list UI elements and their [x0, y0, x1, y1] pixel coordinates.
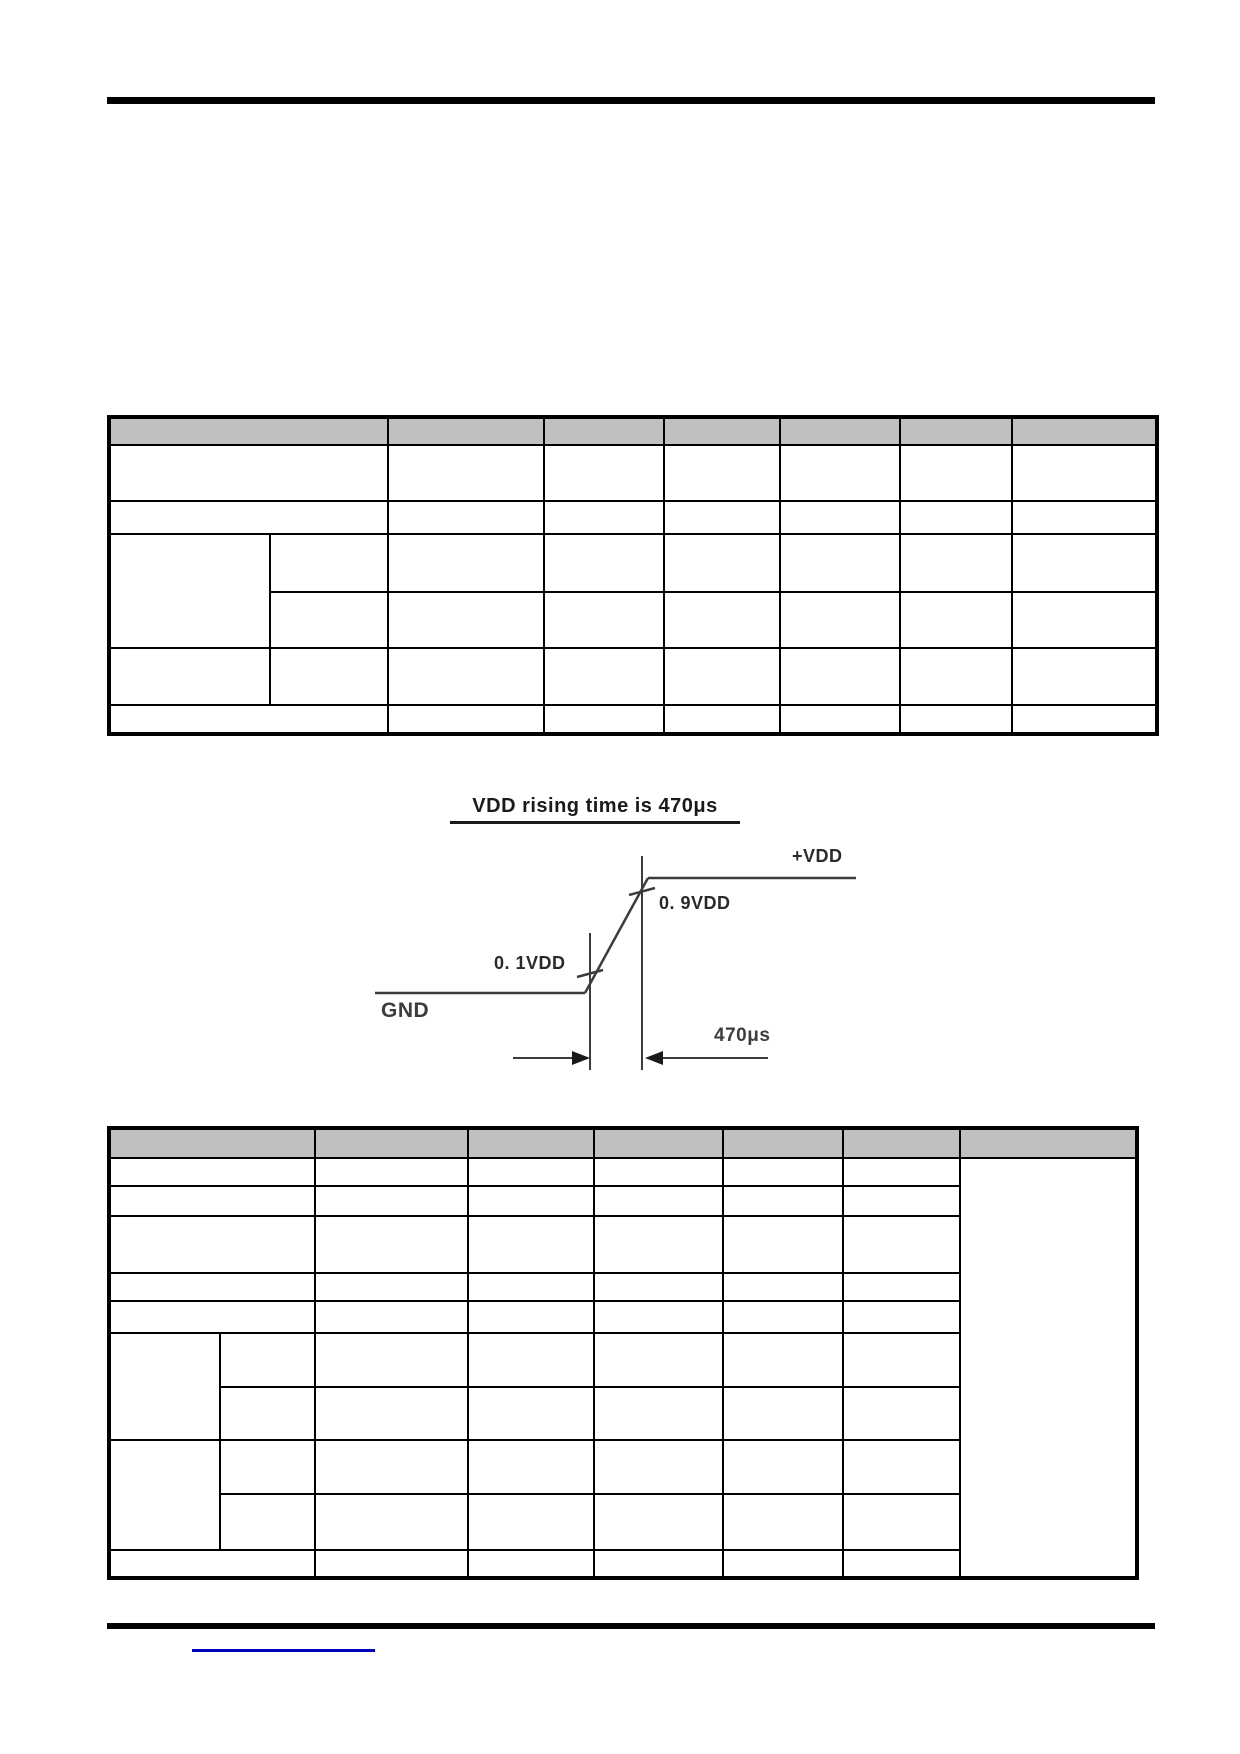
dim-arrowhead-left-pointing	[645, 1051, 663, 1065]
top-rule	[107, 97, 1155, 104]
table-cell	[843, 1494, 960, 1550]
table-cell	[468, 1158, 594, 1186]
table-cell	[594, 1440, 723, 1494]
table-cell	[594, 1158, 723, 1186]
table-cell	[723, 1387, 843, 1440]
table-cell	[664, 501, 780, 534]
table-cell	[544, 501, 664, 534]
table-cell	[594, 1494, 723, 1550]
table-cell	[388, 501, 544, 534]
table-cell	[220, 1387, 315, 1440]
table-cell	[388, 648, 544, 705]
table-cell	[723, 1301, 843, 1333]
table-row	[109, 705, 1157, 734]
gnd-label: GND	[381, 999, 430, 1022]
table-cell	[544, 445, 664, 501]
table-cell	[468, 1273, 594, 1301]
table-cell	[843, 1216, 960, 1273]
lower-table	[107, 1126, 1139, 1580]
table-cell	[315, 1333, 468, 1387]
table-cell	[843, 1333, 960, 1387]
table-cell	[109, 1273, 315, 1301]
table-cell	[723, 1440, 843, 1494]
table-row	[109, 648, 1157, 705]
ramp-line	[585, 878, 648, 993]
table-cell	[220, 1494, 315, 1550]
table-cell	[544, 592, 664, 648]
header-cell	[1012, 417, 1157, 445]
table-cell	[723, 1494, 843, 1550]
table-cell	[315, 1273, 468, 1301]
table-cell	[468, 1216, 594, 1273]
table-cell	[315, 1387, 468, 1440]
table-cell	[664, 705, 780, 734]
table-cell	[109, 1550, 315, 1578]
table-cell	[594, 1333, 723, 1387]
merged-subcolumn-cell	[109, 1440, 220, 1550]
v10-label: 0. 1VDD	[494, 953, 566, 973]
table-cell	[900, 648, 1012, 705]
table-cell	[723, 1186, 843, 1216]
table-cell	[109, 648, 270, 705]
table-cell	[220, 1333, 315, 1387]
table-cell	[664, 592, 780, 648]
header-cell	[388, 417, 544, 445]
table-cell	[1012, 705, 1157, 734]
header-cell	[780, 417, 900, 445]
table-cell	[315, 1301, 468, 1333]
header-cell	[664, 417, 780, 445]
table-cell	[270, 592, 388, 648]
table-cell	[780, 592, 900, 648]
table-cell	[723, 1333, 843, 1387]
table-cell	[900, 534, 1012, 592]
table-cell	[388, 445, 544, 501]
table-cell	[468, 1550, 594, 1578]
table-cell	[594, 1301, 723, 1333]
table-cell	[468, 1333, 594, 1387]
table-cell	[594, 1550, 723, 1578]
table-cell	[1012, 534, 1157, 592]
table-cell	[843, 1301, 960, 1333]
table-cell	[780, 648, 900, 705]
header-cell	[960, 1128, 1137, 1158]
table-cell	[544, 648, 664, 705]
table-cell	[664, 534, 780, 592]
table-cell	[109, 1216, 315, 1273]
table-cell	[843, 1158, 960, 1186]
table-cell	[388, 534, 544, 592]
table-cell	[594, 1387, 723, 1440]
table-cell	[270, 648, 388, 705]
table-cell	[843, 1387, 960, 1440]
rise-time-label: 470μs	[714, 1025, 771, 1046]
table-cell	[723, 1273, 843, 1301]
table-cell	[544, 534, 664, 592]
table-cell	[843, 1550, 960, 1578]
table-cell	[843, 1273, 960, 1301]
header-cell	[594, 1128, 723, 1158]
table-cell	[109, 1158, 315, 1186]
bottom-rule	[107, 1623, 1155, 1629]
header-cell	[723, 1128, 843, 1158]
table-cell	[468, 1387, 594, 1440]
table-row	[109, 534, 1157, 592]
table-cell	[109, 501, 388, 534]
table-cell	[109, 1301, 315, 1333]
header-cell	[109, 1128, 315, 1158]
table-cell	[780, 445, 900, 501]
dim-arrowhead-right-pointing	[572, 1051, 590, 1065]
table-cell	[315, 1550, 468, 1578]
table-cell	[315, 1440, 468, 1494]
table-row	[109, 501, 1157, 534]
table-cell	[594, 1186, 723, 1216]
table-cell	[315, 1186, 468, 1216]
merged-subcolumn-cell	[109, 1333, 220, 1440]
table-cell	[315, 1494, 468, 1550]
table-cell	[220, 1440, 315, 1494]
table-cell	[900, 705, 1012, 734]
header-cell	[544, 417, 664, 445]
header-cell	[468, 1128, 594, 1158]
table-cell	[468, 1301, 594, 1333]
table-cell	[109, 705, 388, 734]
table-cell	[1012, 445, 1157, 501]
table-cell	[843, 1440, 960, 1494]
table-row	[109, 1158, 1137, 1186]
table-cell	[780, 705, 900, 734]
table-cell	[780, 534, 900, 592]
table-cell	[109, 1186, 315, 1216]
upper-table	[107, 415, 1159, 736]
table-cell	[315, 1158, 468, 1186]
table-cell	[723, 1216, 843, 1273]
table-cell	[1012, 501, 1157, 534]
header-cell	[900, 417, 1012, 445]
table-row	[109, 445, 1157, 501]
table-cell	[270, 534, 388, 592]
table-cell	[594, 1216, 723, 1273]
table-cell	[544, 705, 664, 734]
diagram-title: VDD rising time is 470μs	[450, 795, 740, 824]
header-cell	[843, 1128, 960, 1158]
table-cell	[315, 1216, 468, 1273]
table-cell	[723, 1550, 843, 1578]
header-cell	[109, 417, 388, 445]
footer-link[interactable]	[192, 1649, 375, 1652]
table-cell	[109, 445, 388, 501]
table-cell	[594, 1273, 723, 1301]
v90-label: 0. 9VDD	[659, 893, 731, 913]
table-cell	[900, 501, 1012, 534]
table-cell	[1012, 592, 1157, 648]
table-cell	[388, 705, 544, 734]
table-cell	[900, 592, 1012, 648]
plus-vdd-label: +VDD	[792, 846, 843, 866]
lower-table-header-row	[109, 1128, 1137, 1158]
upper-table-header-row	[109, 417, 1157, 445]
table-cell	[780, 501, 900, 534]
merged-notes-cell	[960, 1158, 1137, 1578]
table-cell	[900, 445, 1012, 501]
table-cell	[843, 1186, 960, 1216]
table-cell	[1012, 648, 1157, 705]
table-cell	[723, 1158, 843, 1186]
table-cell	[468, 1494, 594, 1550]
header-cell	[315, 1128, 468, 1158]
table-cell	[664, 648, 780, 705]
table-cell	[664, 445, 780, 501]
table-cell	[468, 1186, 594, 1216]
table-cell	[388, 592, 544, 648]
merged-subcolumn-cell	[109, 534, 270, 648]
waveform-graphic	[350, 780, 900, 1090]
table-cell	[468, 1440, 594, 1494]
